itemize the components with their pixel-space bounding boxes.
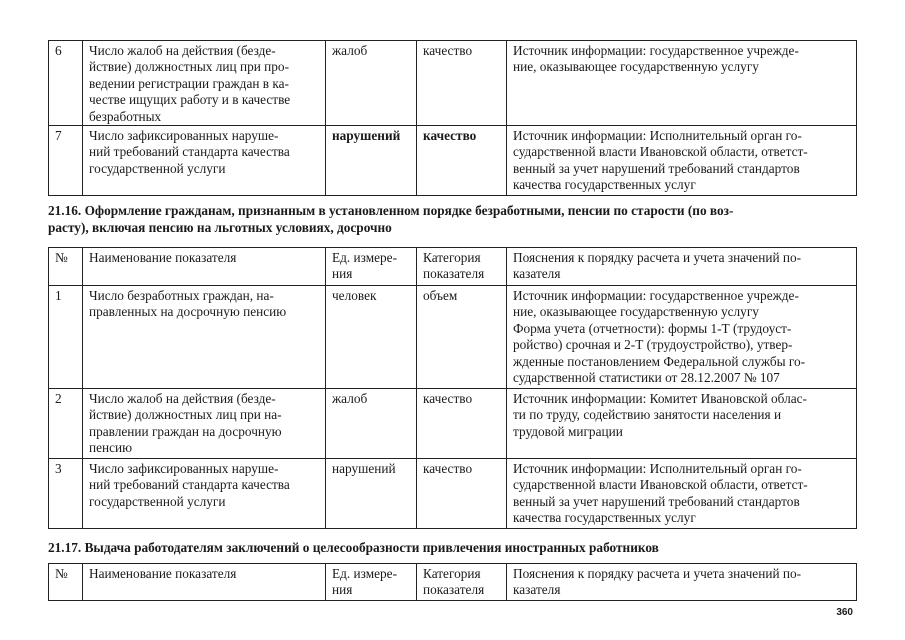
table-header-row (49, 248, 857, 286)
indicator-name: Число жалоб на действия (безде- йствие) должностных лиц при на- правлении граждан на досрочную пенсию (83, 389, 326, 459)
row-number: 6 (49, 41, 83, 126)
indicator-unit: нарушений (326, 126, 417, 196)
indicator-category: качество (417, 459, 507, 529)
section-heading-21-17: 21.17. Выдача работодателям заключений о целесообразности привлечения иностранных работников (48, 540, 659, 555)
indicator-unit: жалоб (326, 389, 417, 459)
header-note: Пояснения к порядку расчета и учета значений по- казателя (507, 564, 857, 601)
indicator-note: Источник информации: Исполнительный орган го- сударственной власти Ивановской области, ответст- венный за учет нарушений требований стандартов качества государственных услуг (507, 459, 857, 529)
header-category: Категория показателя (417, 564, 507, 601)
indicator-table-21-17 (48, 563, 857, 601)
section-heading-21-16: 21.16. Оформление гражданам, признанным в установленном порядке безработными, пенсии по старости (по воз- расту), включая пенсию на льготных условиях, досрочно (48, 203, 734, 235)
indicator-category: качество (417, 126, 507, 196)
header-unit: Ед. измере- ния (326, 248, 417, 286)
indicator-category: качество (417, 41, 507, 126)
indicator-name: Число безработных граждан, на- правленных на досрочную пенсию (83, 286, 326, 389)
header-name: Наименование показателя (83, 564, 326, 601)
header-note: Пояснения к порядку расчета и учета значений по- казателя (507, 248, 857, 286)
table-row (49, 126, 857, 196)
header-category: Категория показателя (417, 248, 507, 286)
table-row (49, 459, 857, 529)
indicator-note: Источник информации: государственное учрежде- ние, оказывающее государственную услугу Форма учета (отчетности): формы 1-Т (трудоуст- ройство) срочная и 2-Т (трудоустройство), утвер- жденные постановлением Федеральной службы го- сударственной статистики от 28.12.2007 № 107 (507, 286, 857, 389)
indicator-note: Источник информации: Исполнительный орган го- сударственной власти Ивановской области, ответст- венный за учет нарушений требований стандартов качества государственных услуг (507, 126, 857, 196)
table-row (49, 389, 857, 459)
indicator-unit: жалоб (326, 41, 417, 126)
indicator-category: объем (417, 286, 507, 389)
indicator-unit: человек (326, 286, 417, 389)
indicator-note: Источник информации: государственное учрежде- ние, оказывающее государственную услугу (507, 41, 857, 126)
indicator-name: Число зафиксированных наруше- ний требований стандарта качества государственной услуги (83, 459, 326, 529)
page-number: 360 (836, 607, 853, 618)
row-number: 2 (49, 389, 83, 459)
table-row (49, 286, 857, 389)
header-name: Наименование показателя (83, 248, 326, 286)
header-unit: Ед. измере- ния (326, 564, 417, 601)
table-header-row (49, 564, 857, 601)
indicator-table-21-15 (48, 40, 857, 196)
indicator-unit: нарушений (326, 459, 417, 529)
indicator-name: Число зафиксированных наруше- ний требований стандарта качества государственной услуги (83, 126, 326, 196)
table-row (49, 41, 857, 126)
indicator-note: Источник информации: Комитет Ивановской облас- ти по труду, содействию занятости населения и трудовой миграции (507, 389, 857, 459)
row-number: 7 (49, 126, 83, 196)
indicator-name: Число жалоб на действия (безде- йствие) должностных лиц при про- ведении регистрации граждан в ка- честве ищущих работу и в качестве безработных (83, 41, 326, 126)
indicator-table-21-16 (48, 247, 857, 529)
header-number: № (49, 248, 83, 286)
row-number: 1 (49, 286, 83, 389)
indicator-category: качество (417, 389, 507, 459)
row-number: 3 (49, 459, 83, 529)
header-number: № (49, 564, 83, 601)
